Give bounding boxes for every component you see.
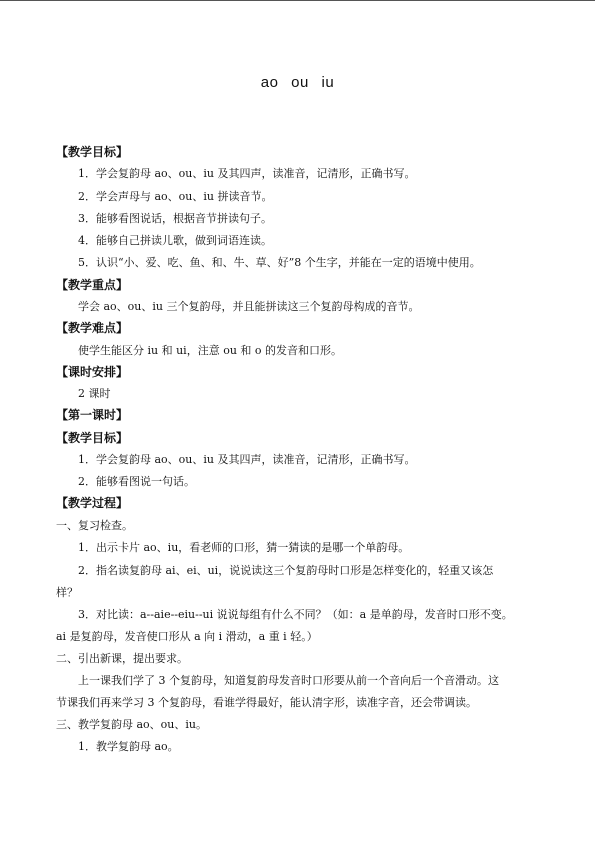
section-heading-schedule: 【课时安排】 [56, 365, 129, 379]
process-step-1-item-2-cont: 样？ [56, 586, 78, 599]
process-step-2: 二、引出新课，提出要求。 [56, 652, 188, 665]
schedule-text: 2 课时 [78, 387, 111, 400]
objective-item-4: 4．能够自己拼读儿歌，做到词语连读。 [78, 234, 272, 247]
lesson-objective-item-2: 2．能够看图说一句话。 [78, 475, 195, 488]
objective-item-1: 1．学会复韵母 ao、ou、iu 及其四声，读准音，记清形，正确书写。 [78, 167, 416, 180]
difficulties-text: 使学生能区分 iu 和 ui，注意 ou 和 o 的发音和口形。 [78, 344, 343, 357]
page-title: ao ou iu [260, 74, 335, 91]
process-step-1-item-1: 1．出示卡片 ao、iu，看老师的口形，猜一猜读的是哪一个单韵母。 [78, 541, 410, 554]
section-heading-lesson-objectives: 【教学目标】 [56, 431, 129, 445]
key-points-text: 学会 ao、ou、iu 三个复韵母，并且能拼读这三个复韵母构成的音节。 [78, 300, 420, 313]
process-step-1-item-3-cont: ai 是复韵母，发音使口形从 a 向 i 滑动，a 重 i 轻。） [56, 630, 318, 643]
section-heading-key-points: 【教学重点】 [56, 278, 129, 292]
lesson-objective-item-1: 1．学会复韵母 ao、ou、iu 及其四声，读准音，记清形，正确书写。 [78, 453, 416, 466]
section-heading-objectives: 【教学目标】 [56, 145, 129, 159]
section-heading-first-lesson: 【第一课时】 [56, 408, 129, 422]
objective-item-3: 3．能够看图说话，根据音节拼读句子。 [78, 212, 272, 225]
objective-item-2: 2．学会声母与 ao、ou、iu 拼读音节。 [78, 190, 273, 203]
section-heading-process: 【教学过程】 [56, 496, 129, 510]
objective-item-5: 5．认识“小、爱、吃、鱼、和、牛、草、好”8 个生字，并能在一定的语境中使用。 [78, 256, 481, 269]
process-step-3-item-1: 1．教学复韵母 ao。 [78, 740, 179, 753]
process-step-1: 一、复习检查。 [56, 519, 133, 532]
process-step-2-text: 上一课我们学了 3 个复韵母，知道复韵母发音时口形要从前一个音向后一个音滑动。这 [78, 674, 499, 687]
process-step-1-item-2: 2．指名读复韵母 ai、ei、ui，说说读这三个复韵母时口形是怎样变化的，轻重又该怎 [78, 564, 494, 577]
process-step-1-item-3: 3．对比读：a--aie--eiu--ui 说说每组有什么不同？（如：a 是单韵母，发音时口形不变。 [78, 608, 513, 621]
process-step-3: 三、教学复韵母 ao、ou、iu。 [56, 718, 207, 731]
process-step-2-text-cont: 节课我们再来学习 3 个复韵母，看谁学得最好，能认清字形，读准字音，还会带调读。 [56, 696, 477, 709]
section-heading-difficulties: 【教学难点】 [56, 321, 129, 335]
